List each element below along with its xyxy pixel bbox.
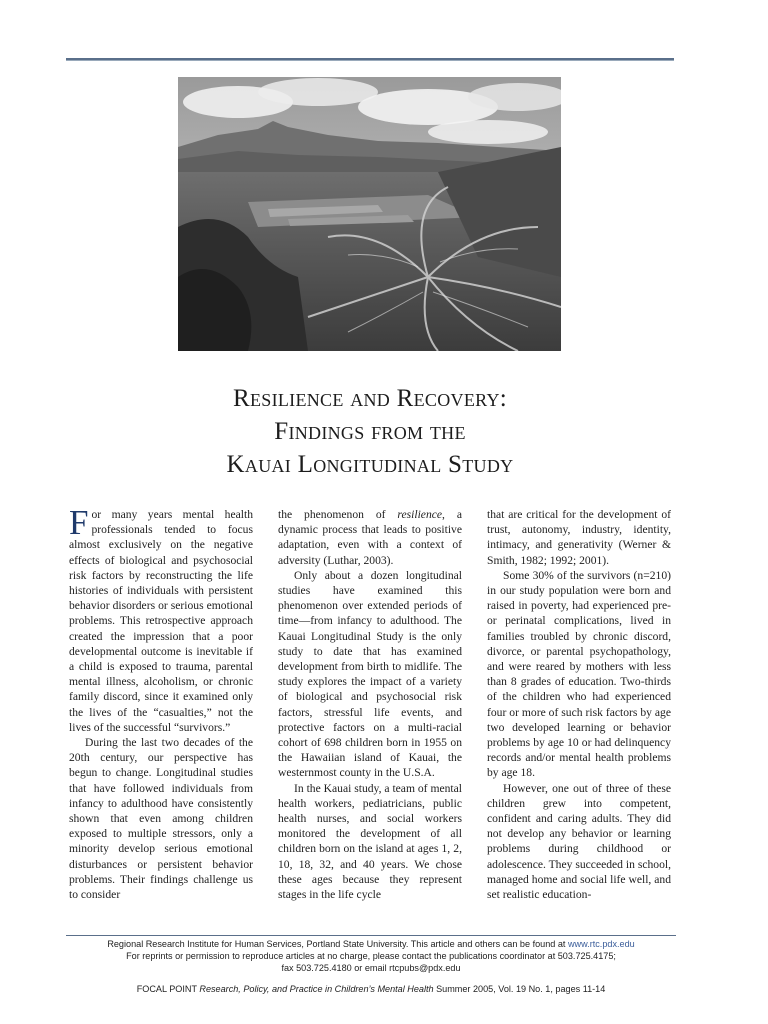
header-rule bbox=[66, 58, 674, 61]
title-line-2: Findings from the bbox=[274, 418, 466, 445]
col2-p1-pre: the phenomenon of bbox=[278, 508, 398, 521]
kauai-valley-photo bbox=[178, 77, 561, 351]
col2-paragraph-2: Only about a dozen longitudinal studies have examined this phenomenon over extended periods of time—from infancy to adulthood. The Kauai Longitudinal Study is the only study to date that has examined development from birth to midlife. The study explores the impact of a variety of biological and psychosocial risk factors, stressful life events, and protective factors on a multi-racial cohort of 698 children born in 1955 on the Hawaiian island of Kauai, the westernmost county in the U.S.A. bbox=[278, 568, 462, 780]
footer-line-1 bbox=[66, 938, 676, 950]
publication-name: FOCAL POINT bbox=[136, 984, 200, 994]
col2-paragraph-1 bbox=[278, 507, 462, 568]
footer-rule bbox=[66, 935, 676, 936]
publication-subtitle: Research, Policy, and Practice in Children’s Mental Health bbox=[199, 984, 434, 994]
drop-cap: F bbox=[69, 507, 89, 542]
col1-paragraph-2: During the last two decades of the 20th century, our perspective has begun to change. Longitudinal studies that have followed individuals from infancy to adulthood have consistently shown that even among children exposed to multiple stressors, only a minority develop serious emotional disturbances or persistent behavior problems. Their findings challenge us to consider bbox=[69, 736, 253, 902]
col3-paragraph-2: Some 30% of the survivors (n=210) in our study population were born and raised in poverty, had experienced pre- or perinatal complications, lived in families troubled by chronic discord, divorce, or parental psychopathology, and were reared by mothers with less than 8 grades of education. Two-thirds of the children who had experienced four or more of such risk factors by age two developed learning or behavior problems by age 10 or had delinquency records and/or mental health problems by age 18. bbox=[487, 568, 671, 780]
landscape-photo-icon bbox=[178, 77, 561, 351]
publication-citation bbox=[66, 983, 676, 995]
article-title bbox=[120, 382, 620, 481]
website-link[interactable]: www.rtc.pdx.edu bbox=[567, 939, 635, 949]
footer-notice bbox=[66, 938, 676, 974]
col1-p1-text: or many years mental health professionals tended to focus almost exclusively on the negative effects of biological and psychosocial risk factors by reconstructing the life histories of individuals with persistent behavior disorders or serious emotional problems. This retrospective approach created the impression that a poor developmental outcome is inevitable if a child is exposed to trauma, parental mental illness, alcoholism, or chronic family discord, since it examined only the lives of the “casualties,” not the lives of the successful “survivors.” bbox=[69, 508, 253, 734]
col2-paragraph-3: In the Kauai study, a team of mental health workers, pediatricians, public health nurses, and social workers monitored the development of all children born on the island at ages 1, 2, 10, 18, 32, and 40 years. We chose these ages because they represent stages in the life cycle bbox=[278, 781, 462, 902]
footer-line-1-text: Regional Research Institute for Human Services, Portland State University. This article and others can be found at bbox=[107, 939, 568, 949]
col3-paragraph-3: However, one out of three of these children grew into competent, confident and caring adults. They did not develop any behavior or learning problems during childhood or adolescence. They succeeded in school, managed home and social life well, and set realistic education- bbox=[487, 781, 671, 902]
publication-details: Summer 2005, Vol. 19 No. 1, pages 11-14 bbox=[433, 984, 606, 994]
column-1 bbox=[69, 507, 253, 922]
footer-line-2: For reprints or permission to reproduce articles at no charge, please contact the publications coordinator at 503.725.4175; bbox=[126, 951, 616, 961]
column-3 bbox=[487, 507, 671, 922]
col2-p1-post: , a dynamic process that leads to positive adaptation, even with a context of adversity (Luthar, 2003). bbox=[278, 508, 462, 567]
col3-paragraph-1: that are critical for the development of trust, autonomy, industry, identity, intimacy, and generativity (Werner & Smith, 1982; 1992; 2001). bbox=[487, 508, 671, 567]
footer-line-3: fax 503.725.4180 or email rtcpubs@pdx.edu bbox=[281, 963, 461, 973]
title-line-1: Resilience and Recovery: bbox=[233, 385, 507, 412]
title-line-3: Kauai Longitudinal Study bbox=[226, 451, 514, 478]
column-2 bbox=[278, 507, 462, 922]
col1-paragraph-1 bbox=[69, 507, 253, 735]
resilience-term: resilience bbox=[397, 508, 443, 521]
